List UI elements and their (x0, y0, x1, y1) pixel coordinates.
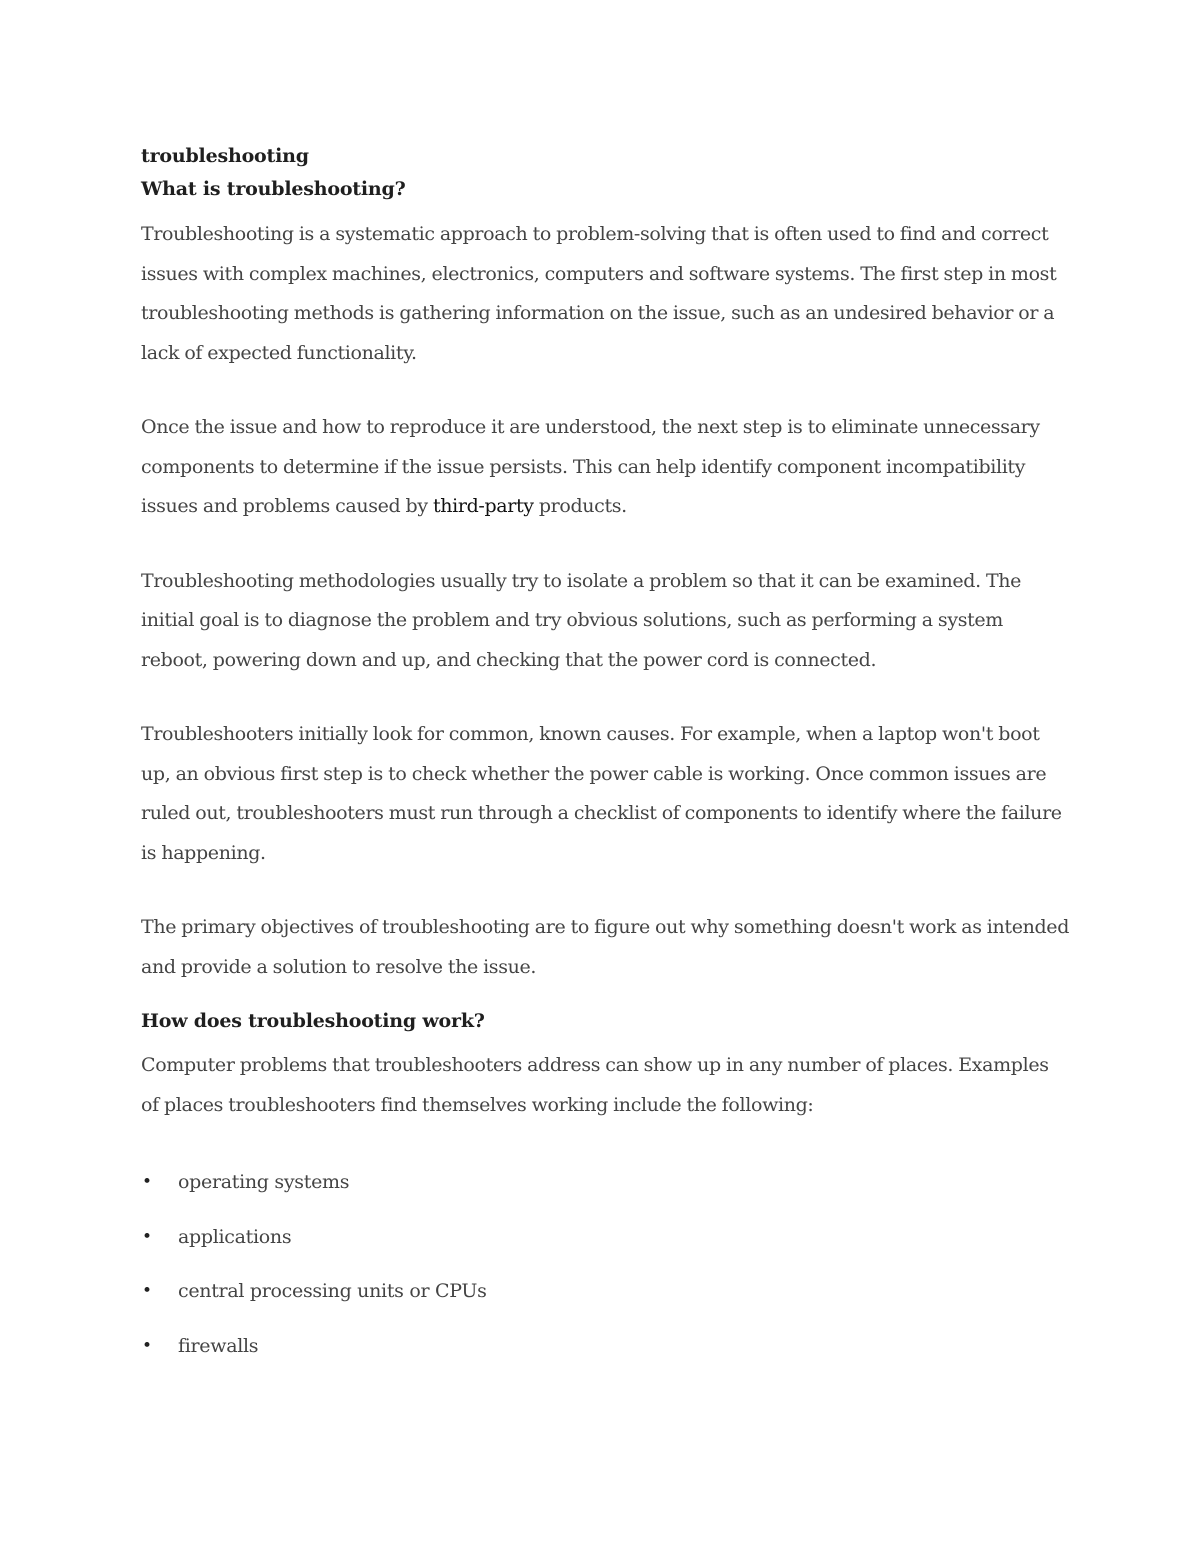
bullet-icon: • (142, 1281, 152, 1301)
third-party-link[interactable]: third-party (432, 495, 534, 517)
paragraph-text: Once the issue and how to reproduce it are understood, the next step is to eliminate unnecessary components to determine if the issue persists. This can help identify component incompatibility issues and problems caused by (141, 416, 1040, 517)
paragraph-methodologies: Troubleshooting methodologies usually try to isolate a problem so that it can be examined. The initial goal is to diagnose the problem and try obvious solutions, such as performing a system reboot, powering down and up, and checking that the power cord is connected. (141, 569, 1022, 671)
places-list (141, 1155, 1071, 1373)
bullet-icon: • (142, 1226, 152, 1247)
paragraph-places: Computer problems that troubleshooters address can show up in any number of places. Examples of places troubleshooters find themselves working include the following: (141, 1054, 1049, 1116)
bullet-icon: • (142, 1335, 152, 1356)
list-item-text: operating systems (178, 1171, 350, 1193)
section-heading-what-is: What is troubleshooting? (141, 178, 406, 200)
paragraph-definition: Troubleshooting is a systematic approach to problem-solving that is often used to find and correct issues with complex machines, electronics, computers and software systems. The first step in most troubleshooting methods is gathering information on the issue, such as an undesired behavior or a lack of expected functionality. (141, 223, 1057, 364)
list-item (141, 1264, 1071, 1319)
paragraph-common-causes: Troubleshooters initially look for common, known causes. For example, when a laptop won't boot up, an obvious first step is to check whether the power cable is working. Once common issues are ruled out, troubleshooters must run through a checklist of components to identify where the failure is happening. (141, 723, 1062, 864)
paragraph-eliminate-components (141, 408, 1071, 527)
list-item (141, 1319, 1071, 1374)
list-item-text: firewalls (178, 1334, 259, 1357)
list-item (141, 1155, 1071, 1210)
section-heading-how-works: How does troubleshooting work? (141, 1010, 485, 1032)
list-item-text: applications (178, 1225, 292, 1248)
list-item-text: central processing units or CPUs (178, 1280, 487, 1302)
document-title: troubleshooting (141, 145, 309, 167)
bullet-icon: • (142, 1172, 152, 1192)
list-item (141, 1210, 1071, 1265)
paragraph-objectives: The primary objectives of troubleshooting are to figure out why something doesn't work as intended and provide a solution to resolve the issue. (141, 916, 1070, 978)
document-page (141, 140, 1071, 1373)
paragraph-text: products. (533, 495, 627, 517)
